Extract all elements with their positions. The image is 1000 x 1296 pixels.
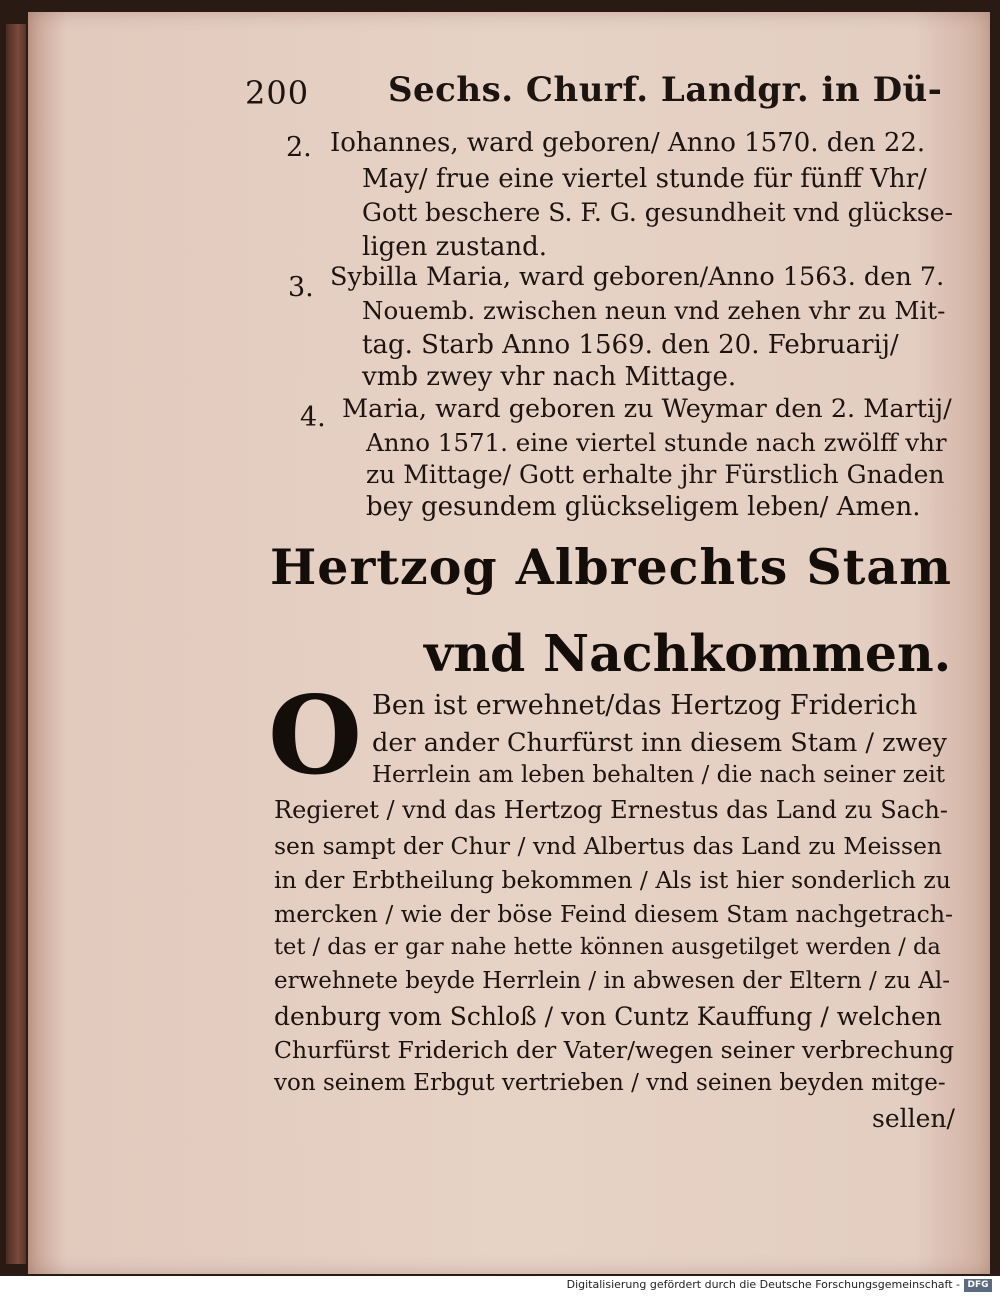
entry-line: vmb zwey vhr nach Mittage. bbox=[362, 362, 737, 392]
footer-bar bbox=[0, 1276, 1000, 1296]
body-line: sellen/ bbox=[872, 1104, 955, 1133]
drop-cap-initial: O bbox=[268, 673, 363, 799]
entry-line: zu Mittage/ Gott erhalte jhr Fürstlich Gnaden bbox=[366, 460, 945, 489]
body-line: mercken / wie der böse Feind diesem Stam nachgetrach- bbox=[274, 900, 953, 928]
entry-line: May/ frue eine viertel stunde für fünff Vhr/ bbox=[362, 164, 927, 194]
body-line: erwehnete beyde Herrlein / in abwesen der Eltern / zu Al- bbox=[274, 968, 950, 994]
entry-line: Maria, ward geboren zu Weymar den 2. Martij/ bbox=[342, 394, 952, 424]
body-line: Ben ist erwehnet/das Hertzog Friderich bbox=[372, 690, 918, 721]
page-number: 200 bbox=[245, 74, 310, 112]
entry-number: 3. bbox=[288, 272, 314, 303]
body-line: in der Erbtheilung bekommen / Als ist hier sonderlich zu bbox=[274, 866, 951, 894]
funding-credit: Digitalisierung gefördert durch die Deutsche Forschungsgemeinschaft - bbox=[566, 1278, 960, 1291]
body-line: denburg vom Schloß / von Cuntz Kauffung / welchen bbox=[274, 1002, 942, 1031]
body-line: sen sampt der Chur / vnd Albertus das Land zu Meissen bbox=[274, 832, 943, 860]
body-line: Regieret / vnd das Hertzog Ernestus das Land zu Sach- bbox=[274, 796, 948, 824]
body-line: der ander Churfürst inn diesem Stam / zwey bbox=[372, 728, 947, 758]
running-title: Sechs. Churf. Landgr. in Dü- bbox=[388, 70, 943, 110]
entry-number: 2. bbox=[286, 132, 312, 163]
entry-line: Nouemb. zwischen neun vnd zehen vhr zu Mit- bbox=[362, 296, 946, 325]
body-line: von seinem Erbgut vertrieben / vnd seinen beyden mitge- bbox=[274, 1070, 946, 1096]
entry-line: Sybilla Maria, ward geboren/Anno 1563. den 7. bbox=[330, 262, 945, 292]
entry-line: Gott beschere S. F. G. gesundheit vnd glückse- bbox=[362, 198, 953, 227]
entry-line: Iohannes, ward geboren/ Anno 1570. den 22. bbox=[330, 128, 926, 158]
dfg-logo: DFG bbox=[964, 1279, 992, 1292]
entry-line: ligen zustand. bbox=[362, 232, 548, 262]
entry-number: 4. bbox=[300, 402, 326, 433]
body-line: Herrlein am leben behalten / die nach seiner zeit bbox=[372, 762, 945, 788]
entry-line: Anno 1571. eine viertel stunde nach zwölff vhr bbox=[366, 428, 947, 457]
entry-line: bey gesundem glückseligem leben/ Amen. bbox=[366, 492, 921, 522]
section-subtitle: vnd Nachkommen. bbox=[424, 624, 952, 683]
body-line: Churfürst Friderich der Vater/wegen seiner verbrechung bbox=[274, 1036, 955, 1064]
body-line: tet / das er gar nahe hette können ausgetilget werden / da bbox=[274, 934, 941, 960]
section-title: Hertzog Albrechts Stam bbox=[270, 538, 952, 596]
book-binding-edge bbox=[6, 24, 26, 1264]
entry-line: tag. Starb Anno 1569. den 20. Februarij/ bbox=[362, 330, 899, 360]
